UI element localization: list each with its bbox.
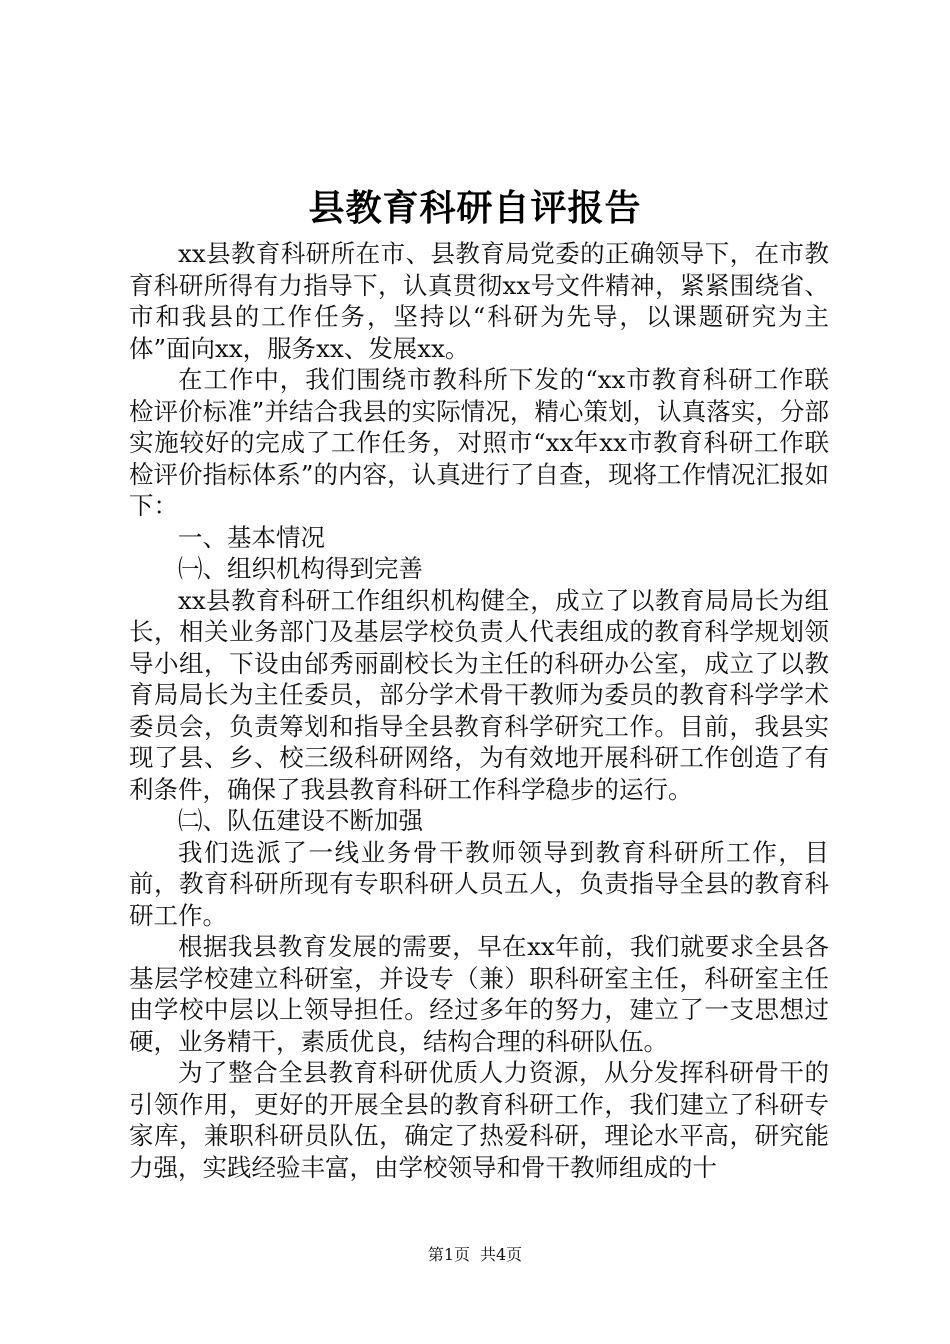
- document-title: 县教育科研自评报告: [308, 187, 642, 229]
- paragraph: xx县教育科研所在市、县教育局党委的正确领导下，在市教育科研所得有力指导下，认真贯彻xx号文件精神，紧紧围绕省、市和我县的工作任务，坚持以“科研为先导，以课题研究为主体”面向xx，服务xx、发展xx。: [129, 239, 829, 363]
- page-footer: [0, 1244, 950, 1266]
- paragraph: 根据我县教育发展的需要，早在xx年前，我们就要求全县各基层学校建立科研室，并设专（兼）职科研室主任，科研室主任由学校中层以上领导担任。经过多年的努力，建立了一支思想过硬，业务精干，素质优良，结构合理的科研队伍。: [129, 932, 829, 1056]
- paragraph: 为了整合全县教育科研优质人力资源，从分发挥科研骨干的引领作用，更好的开展全县的教育科研工作，我们建立了科研专家库，兼职科研员队伍，确定了热爱科研，理论水平高，研究能力强，实践经验丰富，由学校领导和骨干教师组成的十: [129, 1058, 829, 1182]
- paragraph: 在工作中，我们围绕市教科所下发的“xx市教育科研工作联检评价标准”并结合我县的实际情况，精心策划，认真落实，分部实施较好的完成了工作任务，对照市“xx年xx市教育科研工作联检评价指标体系”的内容，认真进行了自查，现将工作情况汇报如下：: [129, 365, 829, 520]
- page-number: 第1页: [427, 1245, 470, 1264]
- paragraph: 我们选派了一线业务骨干教师领导到教育科研所工作，目前，教育科研所现有专职科研人员五人，负责指导全县的教育科研工作。: [129, 837, 829, 930]
- paragraph: xx县教育科研工作组织机构健全，成立了以教育局局长为组长，相关业务部门及基层学校负责人代表组成的教育科学规划领导小组，下设由邰秀丽副校长为主任的科研办公室，成立了以教育局局长为主任委员，部分学术骨干教师为委员的教育科学学术委员会，负责筹划和指导全县教育科学研究工作。目前，我县实现了县、乡、校三级科研网络，为有效地开展科研工作创造了有利条件，确保了我县教育科研工作科学稳步的运行。: [129, 585, 829, 804]
- section-heading: 一、基本情况: [178, 522, 325, 552]
- subsection-heading: ㈡、队伍建设不断加强: [178, 806, 423, 835]
- subsection-heading: ㈠、组织机构得到完善: [178, 554, 423, 583]
- document-body: [129, 238, 829, 1183]
- page-total: 共4页: [480, 1245, 523, 1264]
